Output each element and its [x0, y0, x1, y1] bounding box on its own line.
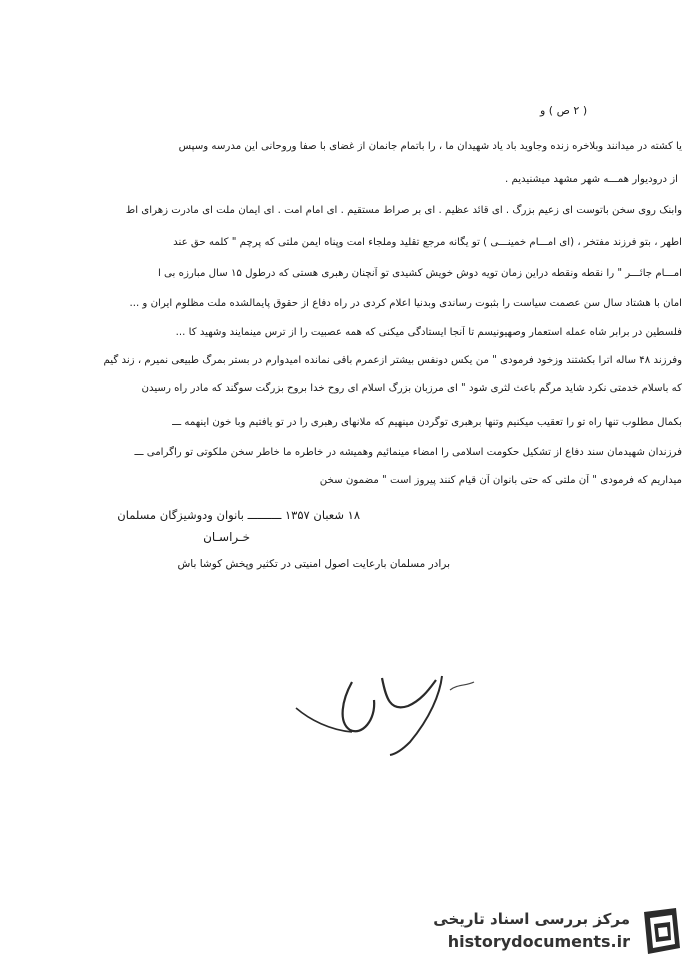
body-line: وابنک روی سخن باتوست ای زعیم بزرگ . ای قائد عظیم . ای بر صراط مستقیم . ای امام امت . ای ایمان ملت ای مادرت زهرای اط: [125, 205, 682, 216]
page-number: ( ۲ ص ) و: [540, 104, 588, 117]
body-line: فرزندان شهیدمان سند دفاع از تشکیل حکومت اسلامی را امضاء مینمائیم وهمیشه در خاطره ما خاطر سخن ملکوتی تو راگرامی ـــ: [134, 447, 682, 458]
body-line: بکمال مطلوب تنها راه تو را تعقیب میکنیم وتنها برهبری توگردن مینهیم که ملانهای رهبری را در تو یافتیم وبا خون اینهمه ـــ: [172, 417, 682, 428]
body-line: امان با هشتاد سال سن عصمت سیاست را بثبوت رساندی وبدنیا اعلام کردی در راه دفاع از حقوق پایمالشده ملت مظلوم ایران و ...: [129, 298, 682, 309]
body-line: فلسطین در برابر شاه عمله استعمار وصهیونیسم تا آنجا ایستادگی میکنی که همه عصبیت را از ترس مینمایند وشهید کا ...: [175, 327, 682, 338]
archive-name: مرکز بررسی اسناد تاریخی: [433, 910, 630, 928]
security-advice: برادر مسلمان بارعایت اصول امنیتی در تکثیر وپخش کوشا باش: [177, 558, 450, 570]
archive-website: historydocuments.ir: [447, 932, 630, 951]
body-line: یا کشته در میدانند وبلاخره زنده وجاوید باد یاد شهیدان ما ، را باتمام جانمان از غضای با صفا وروحانی این مدرسه وسپس: [178, 141, 682, 152]
archive-logo-icon: [636, 904, 688, 958]
handwritten-signature: [290, 660, 520, 760]
date-and-signatory: ۱۸ شعبان ۱۳۵۷ ــــــــــ بانوان ودوشیزگان مسلمان: [117, 508, 360, 522]
body-line: امـــام جائـــر " را نقطه ونقطه دراین زمان تویه دوش خویش کشیدی تو آنچنان رهبری هستی که درطول ۱۵ سال مبارزه بی ا: [157, 268, 682, 279]
body-line: از درودیوار همـــه شهر مشهد میشنیدیم .: [504, 174, 678, 185]
body-line: میداریم که فرمودی " آن ملتی که حتی بانوان آن قیام کنند پیروز است " مضمون سخن: [319, 475, 682, 486]
body-line: اطهر ، بتو فرزند مفتخر ، (ای امـــام خمینـــی ) تو یگانه مرجع تقلید وملجاء امت وپناه ایمن ملتی که پرچم " کلمه حق عند: [173, 237, 682, 248]
signatory-region: خـراسـان: [203, 530, 250, 544]
body-line: که باسلام خدمتی نکرد شاید مرگم باعث لثری شود " ای مرزبان بزرگ اسلام ای روح خدا بروح بزرگت سوگند که مادر راه رسیدن: [141, 383, 682, 394]
body-line: وفرزند ۴۸ ساله اترا بکشتند وزخود فرمودی " من یکس دونفس بیشتر ازعمرم باقی نمانده امیدوارم در بستر بمرگ طبیعی نمیرم ، زند گیم: [103, 355, 682, 366]
